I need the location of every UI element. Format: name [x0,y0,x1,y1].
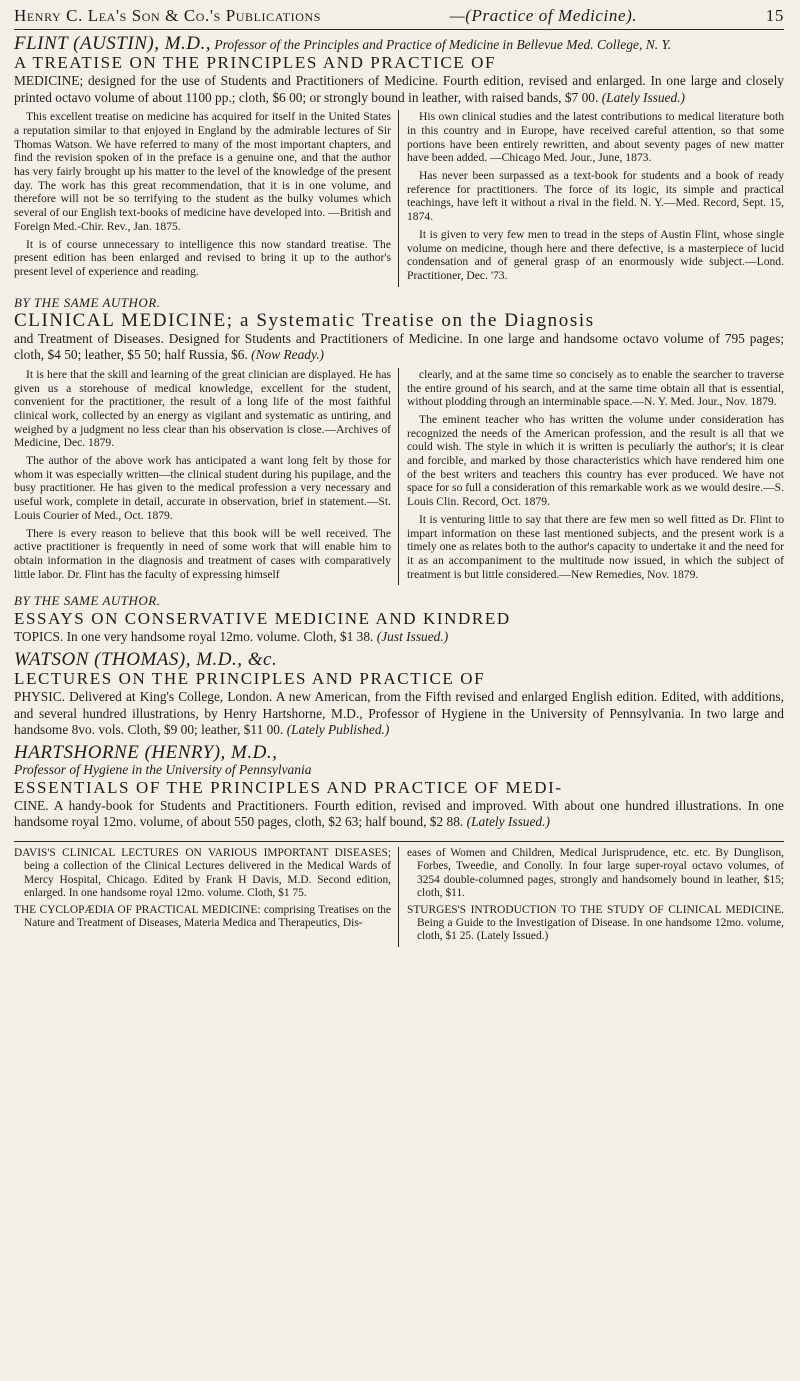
entry-essays [14,593,784,646]
author-line [14,741,784,763]
catalog-page [14,0,784,947]
book-title: A TREATISE ON THE PRINCIPLES AND PRACTICE OF [14,53,497,72]
review-columns [14,368,784,586]
author-name: WATSON (THOMAS), M.D., &c. [14,648,278,670]
review-paragraph: It is venturing little to say that there are few men so well fitted as Dr. Flint to impart information on these last mentioned subjects, and the present work is a timely one as relates both to the author's capacity to undertake it and the need for it as an accompaniment to the multitude now issued, in which the subject of treatment is but little considered.—New Remedies, Nov. 1879. [407,512,784,581]
section-name: —(Practice of Medicine). [449,6,638,25]
by-same-author: BY THE SAME AUTHOR. [14,294,161,310]
status-badge: (Now Ready.) [251,347,325,363]
description-text: and Treatment of Diseases. Designed for Students and Practitioners of Medicine. In one large and handsome octavo volume of 795 pages; cloth, $4 50; leather, $5 50; half Russia, $6. [14,330,784,363]
entry-hartshorne [14,741,784,831]
author-role: Professor of the Principles and Practice of Medicine in Bellevue Med. College, N. Y. [214,37,672,52]
status-badge: (Lately Issued.) [466,814,550,830]
book-description [14,629,784,646]
small-listings-left [14,847,399,947]
description-text: TOPICS. In one very handsome royal 12mo. volume. Cloth, $1 38. [14,629,374,645]
review-paragraph: It is given to very few men to tread in the steps of Austin Flint, whose single volume on medicine, though here and there defective, is a masterpiece of lucid condensation and of general grasp of an enormously wide subject.—Lond. Practitioner, Dec. '73. [407,227,784,282]
review-paragraph: There is every reason to believe that this book will be well received. The active practitioner is frequently in need of some work that will enable him to obtain information in the diagnosis and treatment of cases with comparatively little labor. Dr. Flint has the faculty of expressing himself [14,526,391,581]
book-title: ESSENTIALS OF THE PRINCIPLES AND PRACTICE OF MEDI- [14,777,563,797]
author-line [14,648,784,670]
book-description [14,331,784,364]
review-column-left [14,368,399,586]
review-columns [14,110,784,286]
status-badge: (Lately Published.) [286,722,390,738]
listing-item: DAVIS'S CLINICAL LECTURES ON VARIOUS IMPORTANT DISEASES; being a collection of the Clinical Lectures delivered in the Medical Wards of Mercy Hospital, Chicago. Edited by Frank H Davis, M.D. Second edition, enlarged. In one handsome royal 12mo. volume. Cloth, $1 75. [14,846,391,900]
book-title: CLINICAL MEDICINE; a Systematic Treatise on the Diagnosis [14,309,595,331]
author-line [14,33,784,54]
entry-clinical-medicine [14,295,784,586]
status-badge: (Lately Issued.) [601,89,686,105]
book-description [14,73,784,106]
publisher-name: Henry C. Lea's Son & Co.'s Publications [14,6,322,25]
book-description [14,798,784,831]
listing-item: STURGES'S INTRODUCTION TO THE STUDY OF CLINICAL MEDICINE. Being a Guide to the Investigation of Disease. In one handsome 12mo. volume, cloth, $1 25. (Lately Issued.) [407,903,784,943]
review-paragraph: It is of course unnecessary to intelligence this now standard treatise. The present edition has been enlarged and revised to bring it up to the author's present level of experience and reading. [14,237,391,278]
book-description [14,689,784,739]
entry-watson [14,648,784,739]
listing-item: THE CYCLOPÆDIA OF PRACTICAL MEDICINE: comprising Treatises on the Nature and Treatment of Diseases, Materia Medica and Therapeutics, Dis- [14,903,391,929]
review-paragraph: The author of the above work has anticipated a want long felt by those for whom it was especially written—the clinical student during his pupilage, and the busy practitioner. He has given to the medical profession a very necessary and useful work, complete in detail, accurate in observation, brief in statement.—St. Louis Courier of Med., Oct. 1879. [14,454,391,522]
review-column-right [407,110,784,286]
author-name: HARTSHORNE (HENRY), M.D., [14,741,278,763]
author-role-line [14,762,784,778]
review-column-right [407,368,784,586]
review-paragraph: His own clinical studies and the latest contributions to medical literature both in this country and in Europe, have received careful attention, so that some portions have been entirely rewritten, and about seventy pages of new matter have been added. —Chicago Med. Jour., June, 1873. [407,110,784,165]
small-listings-right [407,847,784,947]
running-head [14,4,784,30]
review-column-left [14,110,399,286]
description-text: PHYSIC. Delivered at King's College, London. A new American, from the Fifth revised and enlarged English edition. Edited, with additions, and several hundred illustrations, by Henry Hartshorne, M.D., Professor of Hygiene in the University of Pennsylvania. In two large and handsome 8vo. vols. Cloth, $9 00; leather, $11 00. [14,688,784,738]
author-name: FLINT (AUSTIN), M.D., [14,33,211,54]
listing-item: eases of Women and Children, Medical Jurisprudence, etc. etc. By Dunglison, Forbes, Tweedie, and Conolly. In four large super-royal octavo volumes, of 3254 double-columned pages, strongly and handsomely bound in leather, $15; cloth, $11. [407,846,784,900]
by-same-author: BY THE SAME AUTHOR. [14,593,161,609]
review-paragraph: It is here that the skill and learning of the great clinician are displayed. He has given us a storehouse of medical knowledge, excellent for the student, convenient for the practitioner, the result of a long life of the most faithful clinical work, collected by an energy as vigilant and systematic as untiring, and weighed by a judgment no less clear than his observation is close.—Archives of Medicine, Dec. 1879. [14,367,391,450]
review-paragraph: Has never been surpassed as a text-book for students and a book of ready reference for practitioners. The force of its logic, its simple and practical teachings, have left it without a rival in the field. N. Y.—Med. Record, Sept. 15, 1874. [407,169,784,224]
book-title: LECTURES ON THE PRINCIPLES AND PRACTICE OF [14,668,486,688]
page-number: 15 [765,6,784,25]
book-title: ESSAYS ON CONSERVATIVE MEDICINE AND KINDRED [14,609,511,629]
description-text: MEDICINE; designed for the use of Students and Practitioners of Medicine. Fourth edition, revised and enlarged. In one large and closely printed octavo volume of about 1100 pp.; cloth, $6 00; or strongly bound in leather, with raised bands, $7 00. [14,73,784,105]
author-role: Professor of Hygiene in the University of Pennsylvania [14,761,312,777]
review-paragraph: clearly, and at the same time so concisely as to enable the searcher to traverse the entire ground of his search, and at the same time obtain all that is essential, without plodding through an interminable space.—N. Y. Med. Jour., Nov. 1879. [407,367,784,409]
small-listings [14,841,784,947]
review-paragraph: The eminent teacher who has written the volume under consideration has recognized the needs of the American profession, and the result is all that we could wish. The style in which it is written is peculiarly the author's; it is clear and forcible, and marked by those characteristics which have rendered him one of the best writers and teachers this country has ever produced. We have not space for so full a consideration of this remarkable work as we would desire.—S. Louis Clin. Record, Oct. 1879. [407,412,785,509]
entry-flint-practice [14,33,784,287]
status-badge: (Just Issued.) [376,629,449,645]
description-text: CINE. A handy-book for Students and Practitioners. Fourth edition, revised and improved. With about one hundred illustrations. In one handsome royal 12mo. volume, of about 550 pages, cloth, $2 63; half bound, $2 88. [14,797,784,830]
review-paragraph: This excellent treatise on medicine has acquired for itself in the United States a reputation similar to that enjoyed in England by the admirable lectures of Sir Thomas Watson. We have referred to many of the most important chapters, and find the revision spoken of in the preface is a genuine one, and that the author has very fairly brought up his matter to the level of the knowledge of the present day. The work has this great recommendation, that it is in one volume, and therefore will not be so terrifying to the student as the bulky volumes which several of our English text-books of medicine have developed into. —British and Foreign Med.-Chir. Rev., Jan. 1875. [14,110,391,233]
